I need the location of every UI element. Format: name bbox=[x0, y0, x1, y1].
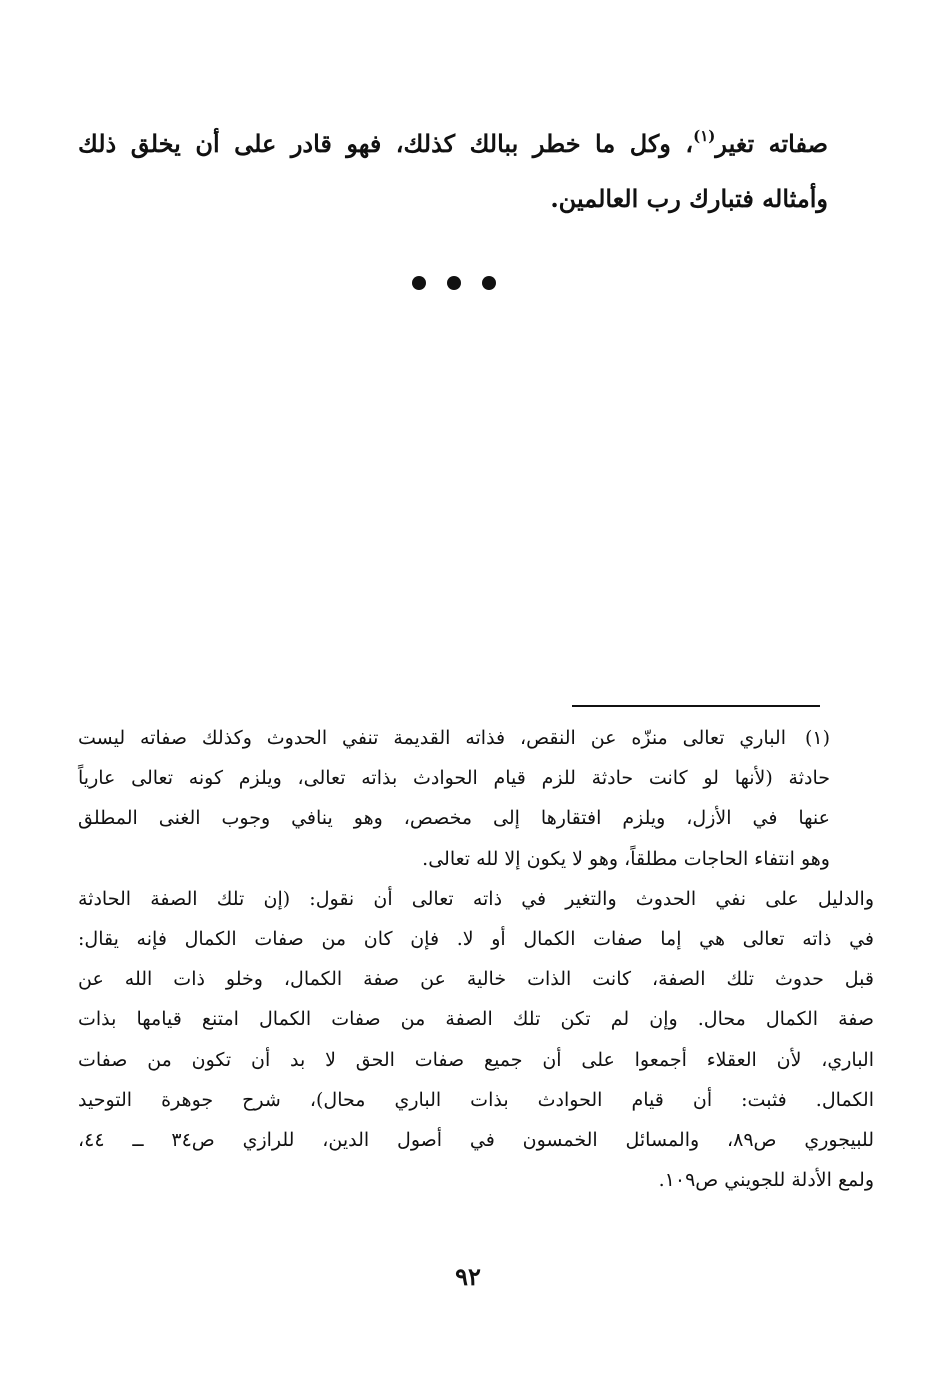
main-paragraph bbox=[78, 116, 828, 226]
footnote-line: الباري، لأن العقلاء أجمعوا على أن جميع صفات الحق لا بد أن تكون من صفات bbox=[78, 1048, 874, 1071]
separator-dot bbox=[482, 276, 496, 290]
footnote-line: وهو انتفاء الحاجات مطلقاً، وهو لا يكون إلا لله تعالى. bbox=[422, 847, 830, 870]
footnote-line: الباري تعالى منزّه عن النقص، فذاته القديمة تنفي الحدوث وكذلك صفاته ليست bbox=[78, 727, 786, 749]
main-text-fragment: ، وكل ما خطر ببالك كذلك، فهو قادر على أن يخلق ذلك bbox=[78, 129, 694, 158]
main-text-line-1 bbox=[78, 116, 828, 171]
separator-dot bbox=[412, 276, 426, 290]
separator-dot bbox=[447, 276, 461, 290]
main-text-line-2: وأمثاله فتبارك رب العالمين. bbox=[550, 184, 828, 213]
footnote-continuation bbox=[78, 758, 874, 1200]
footnote-line: قبل حدوث تلك الصفة، كانت الذات خالية عن صفة الكمال، وخلو ذات الله عن bbox=[78, 968, 874, 991]
footnote-line: في ذاته تعالى هي إما صفات الكمال أو لا. فإن كان من صفات الكمال فإنه يقال: bbox=[78, 928, 874, 951]
footnote-line: الكمال. فثبت: أن قيام الحوادث بذات الباري محال)، شرح جوهرة التوحيد bbox=[78, 1088, 874, 1111]
footnote-first-line bbox=[78, 718, 830, 758]
footnote-line: صفة الكمال محال. وإن لم تكن تلك الصفة من صفات الكمال امتنع قيامها بذات bbox=[78, 1008, 874, 1031]
main-text bbox=[78, 116, 828, 226]
footnotes bbox=[78, 718, 875, 1200]
footnote-line: ولمع الأدلة للجويني ص١٠٩. bbox=[658, 1169, 874, 1192]
page-number: ٩٢ bbox=[455, 1262, 481, 1291]
section-separator bbox=[412, 276, 496, 292]
footnote-line: حادثة (لأنها لو كانت حادثة للزم قيام الحوادث بذاته تعالى، ويلزم كونه تعالى عارياً bbox=[78, 767, 830, 790]
footnote-line: عنها في الأزل، ويلزم افتقارها إلى مخصص، وهو ينافي وجوب الغنى المطلق bbox=[78, 807, 830, 830]
footnote-divider bbox=[572, 705, 820, 707]
footnote-body-start bbox=[78, 718, 786, 758]
footnote-marker: (١) bbox=[804, 727, 830, 749]
main-text-fragment: صفاته تغير bbox=[715, 129, 829, 158]
footnote-line: للبيجوري ص٨٩، والمسائل الخمسون في أصول الدين، للرازي ص٣٤ ــ ٤٤، bbox=[78, 1129, 875, 1152]
footnote-reference: (١) bbox=[693, 127, 716, 145]
footnote-line: والدليل على نفي الحدوث والتغير في ذاته تعالى أن نقول: (إن تلك الصفة الحادثة bbox=[78, 887, 874, 910]
